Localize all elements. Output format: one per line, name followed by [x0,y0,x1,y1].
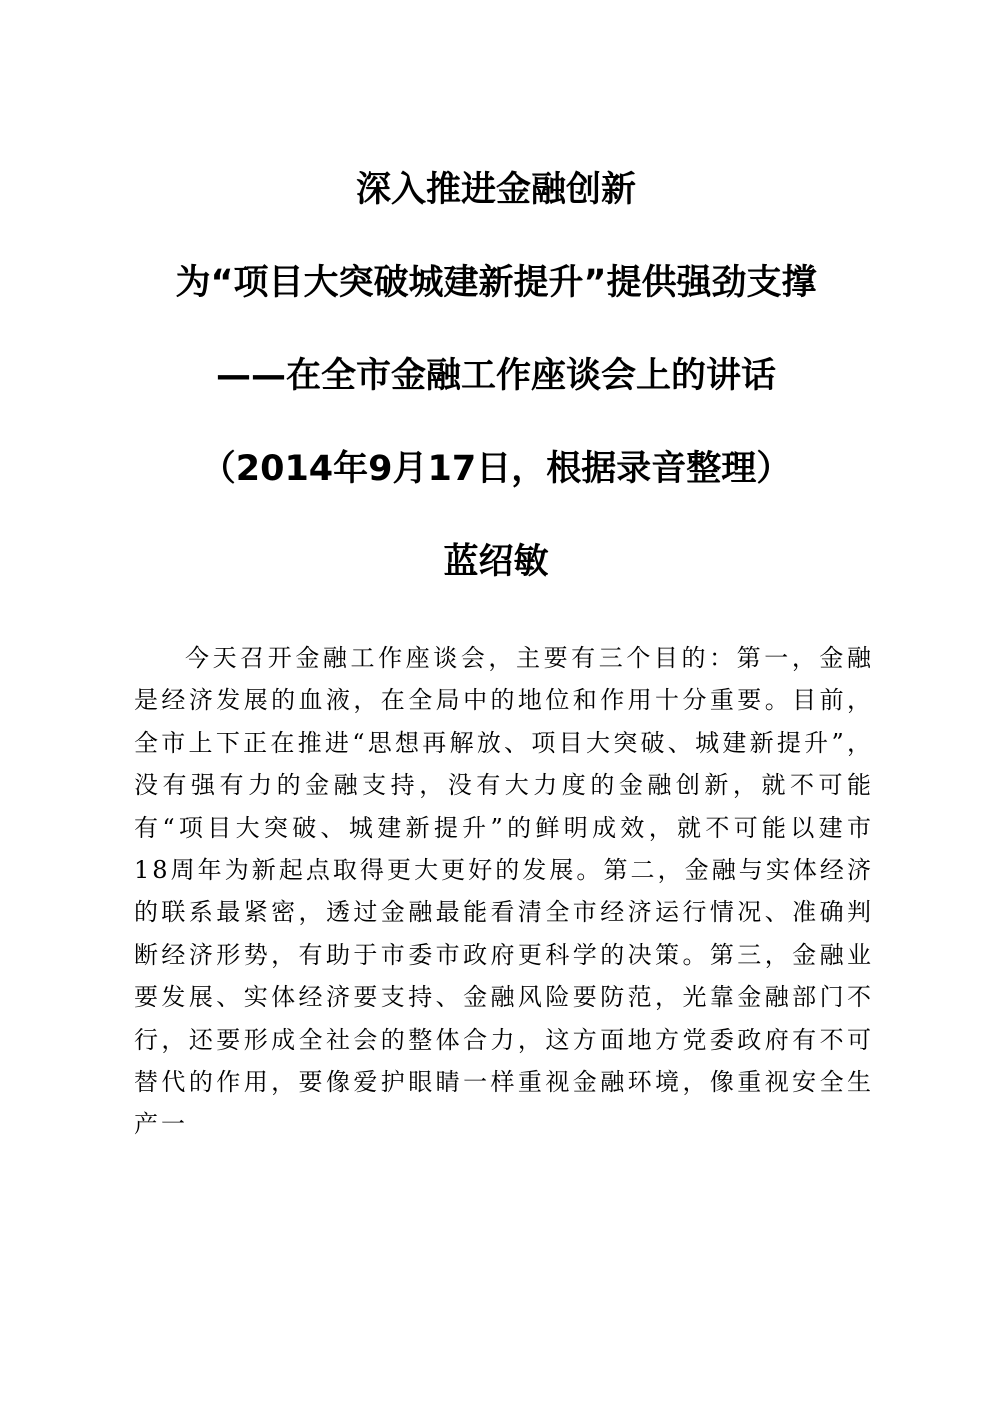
title-line-1: 深入推进金融创新 [355,170,636,210]
heading-block [0,168,992,585]
date-note: （2014年9月17日，根据录音整理） [200,449,792,489]
author-name: 蓝绍敏 [443,542,549,582]
title-line-2: 为“项目大突破城建新提升”提供强劲支撑 [175,263,817,303]
body-paragraph: 今天召开金融工作座谈会，主要有三个目的：第一，金融是经济发展的血液，在全局中的地位和作用十分重要。目前，全市上下正在推进“思想再解放、项目大突破、城建新提升”，没有强有力的金融支持，没有大力度的金融创新，就不可能有“项目大突破、城建新提升”的鲜明成效，就不可能以建市18周年为新起点取得更大更好的发展。第二，金融与实体经济的联系最紧密，透过金融最能看清全市经济运行情况、准确判断经济形势，有助于市委市政府更科学的决策。第三，金融业要发展、实体经济要支持、金融风险要防范，光靠金融部门不行，还要形成全社会的整体合力，这方面地方党委政府有不可替代的作用，要像爱护眼睛一样重视金融环境，像重视安全生产一 [134,644,874,1139]
subtitle: ——在全市金融工作座谈会上的讲话 [215,356,776,396]
